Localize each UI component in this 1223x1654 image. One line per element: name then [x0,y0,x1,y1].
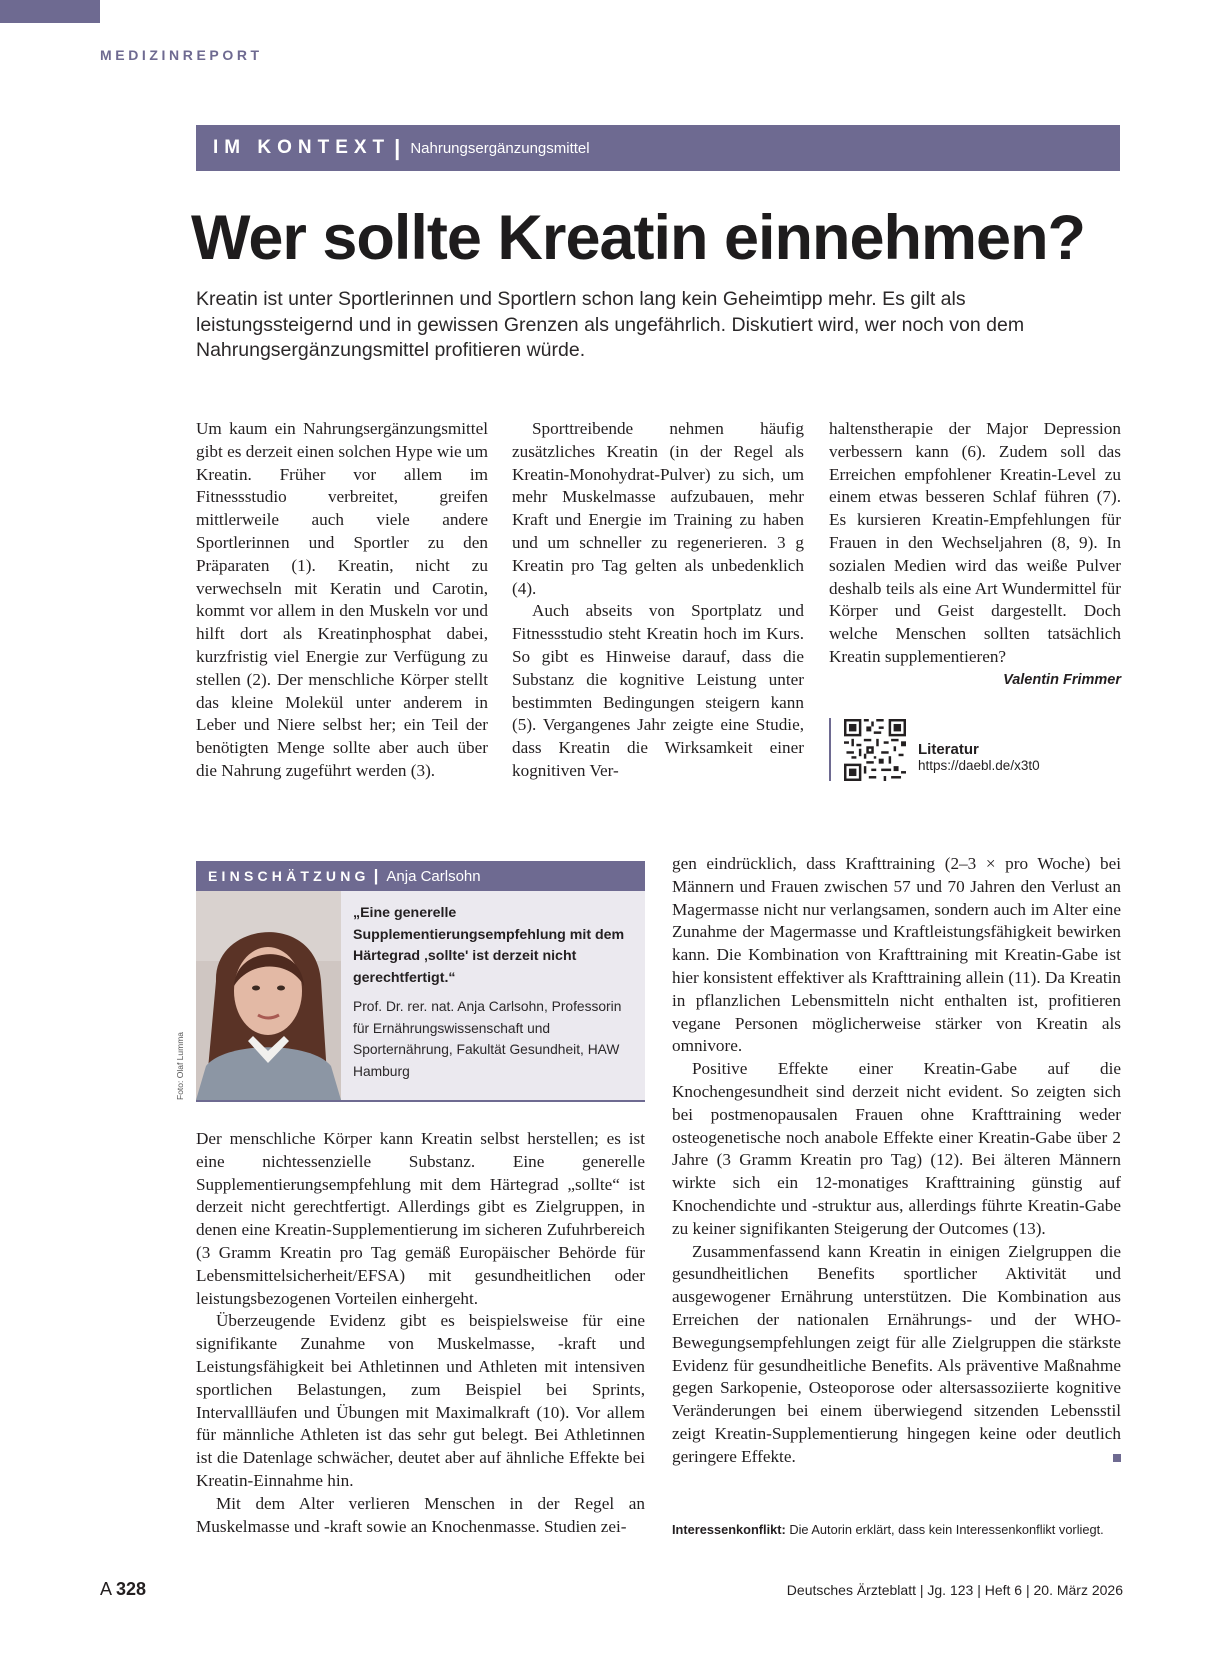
headline: Wer sollte Kreatin einnehmen? [191,203,1086,273]
assessment-affiliation: Prof. Dr. rer. nat. Anja Carlsohn, Professorin für Ernährungswissenschaft und Sporternährung, Fakultät Gesundheit, HAW Hamburg [353,999,622,1079]
assessment-quote: „Eine generelle Supplementierungsempfehlung mit dem Härtegrad ‚sollte' ist derzeit nicht gerechtfertigt.“ [353,905,625,986]
essay-paragraph-final [672,1241,1121,1469]
page-prefix: A [100,1579,112,1599]
context-topic: Nahrungsergänzungsmittel [410,139,590,157]
article-paragraph-continued [829,418,1121,688]
end-mark-icon [1113,1454,1121,1462]
article-column-1 [196,418,488,783]
essay-text: Zusammenfassend kann Kreatin in einigen Zielgruppen die gesundheitlichen Benefits sportlicher Aktivität und ausgewogener Ernährung unterstützen. Die Kombination aus Erreichen der nationalen Ernährungs- und der WHO-Bewegungsempfehlungen zeigt für alle Zielgruppen die stärkste Evidenz für gesundheitliche Benefits. Als präventive Maßnahme gegen Sarkopenie, Osteoporose oder altersassoziierte kognitive Veränderungen bei einem überwiegend sitzenden Lebensstil zeigt Kreatin-Supplementierung hingegen keine oder deutlich geringere Effekte. [672,1241,1121,1466]
assessment-kicker: EINSCHÄTZUNG [208,868,370,884]
literature-text [918,727,1040,773]
article-paragraph: Sporttreibende nehmen häufig zusätzliches Kreatin (in der Regel als Kreatin-Monohydrat-Pulver) zu sich, um mehr Muskelmasse aufzubauen, mehr Kraft und Energie im Training zu haben und um schneller zu regenerieren. 3 g Kreatin pro Tag gelten als unbedenklich (4). [512,419,804,598]
article-paragraph: Auch abseits von Sportplatz und Fitnessstudio steht Kreatin hoch im Kurs. So gibt es Hinweise darauf, dass die Substanz die kognitive Leistung unter bestimmten Bedingungen steigern kann (5). Vergangenes Jahr zeigte eine Studie, dass Kreatin die Wirksamkeit einer kognitiven Ver- [512,601,804,780]
photo-credit: Foto: Olaf Lumma [175,1031,185,1100]
article-column-3 [829,418,1121,692]
assessment-separator: | [373,866,379,885]
article-column-2 [512,418,804,783]
section-label: MEDIZINREPORT [100,47,263,63]
article-text: haltenstherapie der Major Depression verbessern kann (6). Zudem soll das Erreichen empfohlener Kreatin-Level zu einem etwas besseren Schlaf führen (7). Es kursieren Kreatin-Empfehlungen für Frauen in den Wechseljahren (8, 9). In sozialen Medien wird das weiße Pulver deshalb teils als eine Art Wundermittel für Körper und Geist dargestellt. Doch welche Menschen sollten tatsächlich Kreatin supplementieren? [829,419,1121,666]
page-number-value: 328 [116,1579,147,1599]
essay-paragraph: Überzeugende Evidenz gibt es beispielsweise für eine signifikante Zunahme von Muskelmasse, -kraft und Leistungsfähigkeit bei Athletinnen und Athleten mit intensiven sportlichen Belastungen, zum Beispiel bei Sprints, Intervallläufen und Übungen mit Maximalkraft (10). Vor allem für männliche Athleten ist das sehr gut belegt. Bei Athletinnen ist die Datenlage schwächer, deutet aber auf ähnliche Effekte bei Kreatin-Einnahme hin. [196,1311,645,1490]
context-bar [196,125,1120,171]
essay-column-right [672,853,1121,1469]
journal-footer: Deutsches Ärzteblatt | Jg. 123 | Heft 6 | 20. März 2026 [786,1582,1123,1598]
page-number [100,1579,146,1600]
essay-paragraph: Positive Effekte einer Kreatin-Gabe auf die Knochengesundheit sind derzeit nicht evident. So zeigten sich bei postmenopausalen Frauen ohne Krafttraining weder osteogenetische noch anabole Effekte einer Kreatin-Gabe über 2 Jahre (3 Gramm Kreatin pro Tag) (12). Bei älteren Männern wirkte sich ein 12-monatiges Krafttraining günstig auf Knochendichte und -struktur aus, allerdings führte Kreatin-Gabe zu keiner signifikanten Steigerung der Outcomes (13). [672,1059,1121,1238]
literature-link[interactable]: https://daebl.de/x3t0 [918,757,1040,773]
literature-title: Literatur [918,740,979,758]
essay-column-left [196,1128,645,1538]
assessment-bar [196,861,645,891]
conflict-of-interest [672,1522,1104,1537]
qr-code-icon[interactable] [844,719,906,781]
assessment-box [196,891,645,1102]
essay-paragraph: Der menschliche Körper kann Kreatin selbst herstellen; es ist eine nichtessenzielle Substanz. Eine generelle Supplementierungsempfehlung mit dem Härtegrad „sollte“ ist derzeit nicht gerechtfertigt. Allerdings gibt es Zielgruppen, in denen eine Kreatin-Supplementierung im sicheren Zufuhrbereich (3 Gramm Kreatin pro Tag gemäß Europäischer Behörde für Lebensmittelsicherheit/EFSA) mit gesundheitlichen oder leistungsbezogenen Vorteilen einhergeht. [196,1129,645,1308]
context-separator: | [394,135,401,160]
article-author: Valentin Frimmer [1003,671,1121,688]
essay-paragraph: Mit dem Alter verlieren Menschen in der Regel an Muskelmasse und -kraft sowie an Knochenmasse. Studien zei- [196,1493,645,1536]
author-portrait [196,891,341,1100]
literature-box [829,718,1040,781]
conflict-text: Die Autorin erklärt, dass kein Interessenkonflikt vorliegt. [789,1522,1104,1537]
corner-accent-bar [0,0,100,23]
conflict-label: Interessenkonflikt: [672,1522,786,1537]
lead-paragraph: Kreatin ist unter Sportlerinnen und Sportlern schon lang kein Geheimtipp mehr. Es gilt als leistungssteigernd und in gewissen Grenzen als ungefährlich. Diskutiert wird, wer noch von dem Nahrungsergänzungsmittel profitieren würde. [196,288,1025,361]
assessment-author-name: Anja Carlsohn [386,867,481,885]
context-kicker: IM KONTEXT [213,137,391,158]
essay-paragraph-continued: gen eindrücklich, dass Krafttraining (2–3 × pro Woche) bei Männern und Frauen zwischen 57 und 70 Jahren den Verlust an Magermasse nicht nur verlangsamen, sondern auch im Alter eine Zunahme der Magermasse und Kraftleistungsfähigkeit bewirken kann. Die Kombination von Krafttraining mit Kreatin-Gabe ist hier konsistent effektiver als Krafttraining allein (11). Da Kreatin in pflanzlichen Lebensmitteln nicht enthalten ist, profitieren vegane Personen möglicherweise stärker von Kreatin als omnivore. [672,854,1121,1056]
article-paragraph: Um kaum ein Nahrungsergänzungsmittel gibt es derzeit einen solchen Hype wie um Kreatin. Früher vor allem im Fitnessstudio verbreitet, greifen mittlerweile auch viele andere Sportlerinnen und Sportler zu den Präparaten (1). Kreatin, nicht zu verwechseln mit Keratin und Carotin, kommt vor allem in den Muskeln vor und hilft dort als Kreatinphosphat dabei, kurzfristig viel Energie zur Verfügung zu stellen (2). Der menschliche Körper stellt das kleine Molekül unter anderem in Leber und Niere selbst her; ein Teil der benötigten Menge sollte aber auch über die Nahrung zugeführt werden (3). [196,419,488,780]
